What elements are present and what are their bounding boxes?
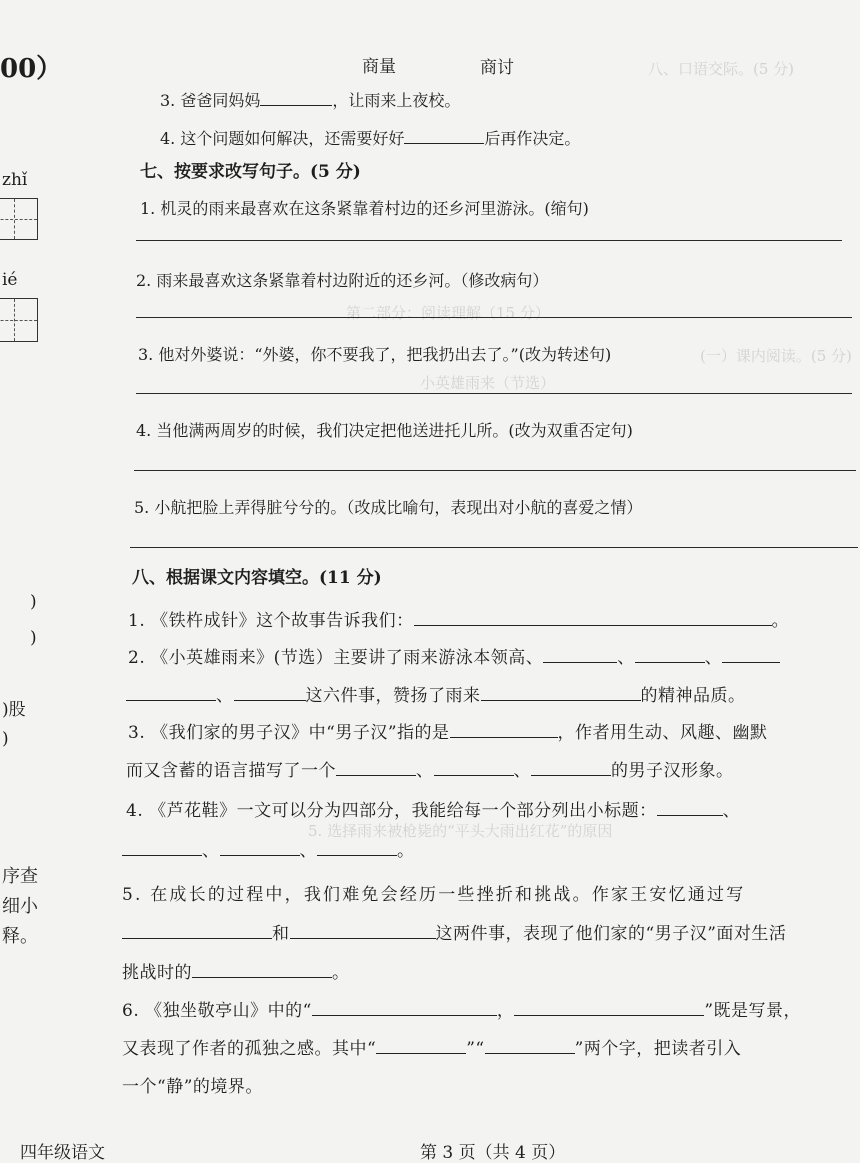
answer-blank[interactable]: [414, 608, 772, 626]
pinyin-label: zhǐ: [2, 170, 28, 190]
answer-blank[interactable]: [317, 838, 397, 856]
fill-question-2-cont: 、 这六件事，赞扬了雨来 的精神品质。: [126, 681, 746, 706]
answer-line[interactable]: [136, 240, 842, 241]
answer-blank[interactable]: [336, 758, 416, 776]
answer-blank[interactable]: [192, 960, 332, 978]
answer-blank[interactable]: [481, 683, 641, 701]
answer-blank[interactable]: [122, 838, 202, 856]
fill-question-5: 5. 在成长的过程中，我们难免会经历一些挫折和挑战。作家王安忆通过写: [122, 885, 746, 905]
answer-blank[interactable]: [514, 998, 704, 1016]
writing-grid[interactable]: [0, 298, 38, 342]
margin-text: 释。: [2, 926, 38, 947]
rewrite-question: 4. 当他满两周岁的时候，我们决定把他送进托儿所。(改为双重否定句): [136, 421, 633, 440]
fill-question-3: 3. 《我们家的男子汉》中“男子汉”指的是 ，作者用生动、风趣、幽默: [128, 718, 768, 743]
margin-text: 细小: [2, 896, 38, 917]
bleed-text: 小英雄雨来（节选）: [420, 374, 556, 392]
bleed-text: 第二部分：阅读理解（15 分）: [346, 304, 550, 322]
score-fragment: 00）: [0, 54, 63, 84]
answer-line[interactable]: [130, 547, 858, 548]
answer-blank[interactable]: [434, 758, 514, 776]
answer-blank[interactable]: [234, 683, 306, 701]
answer-blank[interactable]: [722, 645, 780, 663]
answer-blank[interactable]: [543, 645, 617, 663]
fill-question-4-cont: 、 、 。: [122, 836, 415, 861]
fill-question-6-cont: 又表现了作者的孤独之感。其中“ ”“ ”两个字，把读者引入: [122, 1034, 741, 1059]
rewrite-question: 2. 雨来最喜欢这条紧靠着村边附近的还乡河。（修改病句）: [136, 271, 549, 290]
paren: )股: [2, 700, 26, 720]
answer-blank[interactable]: [404, 126, 484, 144]
answer-blank[interactable]: [220, 838, 300, 856]
word-option: 商讨: [480, 58, 514, 78]
question-3: 3. 爸爸同妈妈 ，让雨来上夜校。: [160, 88, 460, 111]
fill-question-1: 1. 《铁杵成针》这个故事告诉我们： 。: [128, 606, 789, 631]
answer-line[interactable]: [136, 393, 852, 394]
rewrite-question: 1. 机灵的雨来最喜欢在这条紧靠着村边的还乡河里游泳。(缩句): [140, 199, 589, 218]
rewrite-question: 3. 他对外婆说：“外婆，你不要我了，把我扔出去了。”(改为转述句): [138, 345, 612, 364]
footer-grade: 四年级语文: [20, 1143, 105, 1163]
fill-question-5-end: 挑战时的 。: [122, 958, 350, 983]
answer-blank[interactable]: [376, 1036, 466, 1054]
answer-blank[interactable]: [260, 88, 332, 106]
answer-line[interactable]: [134, 470, 856, 471]
section-7-title: 七、按要求改写句子。(5 分): [140, 162, 361, 182]
answer-blank[interactable]: [657, 798, 723, 816]
answer-line[interactable]: [136, 317, 852, 318]
paren: ): [30, 592, 37, 612]
bleed-text: (一）课内阅读。(5 分): [700, 347, 852, 365]
answer-blank[interactable]: [485, 1036, 575, 1054]
answer-blank[interactable]: [290, 921, 436, 939]
word-option: 商量: [362, 57, 396, 77]
question-4: 4. 这个问题如何解决，还需要好好 后再作决定。: [160, 126, 580, 149]
rewrite-question: 5. 小航把脸上弄得脏兮兮的。（改成比喻句，表现出对小航的喜爱之情）: [134, 498, 643, 517]
answer-blank[interactable]: [312, 998, 497, 1016]
footer-page-number: 第 3 页（共 4 页）: [420, 1143, 566, 1163]
pinyin-label: ié: [2, 270, 18, 290]
fill-question-6: 6. 《独坐敬亭山》中的“ ， ”既是写景，: [122, 996, 801, 1021]
answer-blank[interactable]: [122, 921, 272, 939]
paren: ): [30, 628, 37, 648]
fill-question-4: 4. 《芦花鞋》一文可以分为四部分，我能给每一个部分列出小标题： 、: [126, 796, 740, 821]
answer-blank[interactable]: [126, 683, 216, 701]
fill-question-3-cont: 而又含蓄的语言描写了一个 、 、 的男子汉形象。: [126, 756, 734, 781]
answer-blank[interactable]: [450, 720, 558, 738]
margin-text: 序查: [2, 866, 38, 887]
bleed-text: 5. 选择雨来被枪毙的“平头大雨出红花”的原因: [308, 822, 613, 840]
fill-question-6-end: 一个“静”的境界。: [122, 1077, 263, 1097]
writing-grid[interactable]: [0, 198, 38, 240]
fill-question-5-cont: 和 这两件事，表现了他们家的“男子汉”面对生活: [122, 919, 786, 944]
fill-question-2: 2. 《小英雄雨来》(节选）主要讲了雨来游泳本领高、 、 、: [128, 643, 780, 668]
answer-blank[interactable]: [635, 645, 705, 663]
section-8-title: 八、根据课文内容填空。(11 分): [132, 568, 382, 588]
bleed-text: 八、口语交际。(5 分): [648, 60, 795, 78]
paren: ): [2, 729, 9, 749]
answer-blank[interactable]: [531, 758, 611, 776]
